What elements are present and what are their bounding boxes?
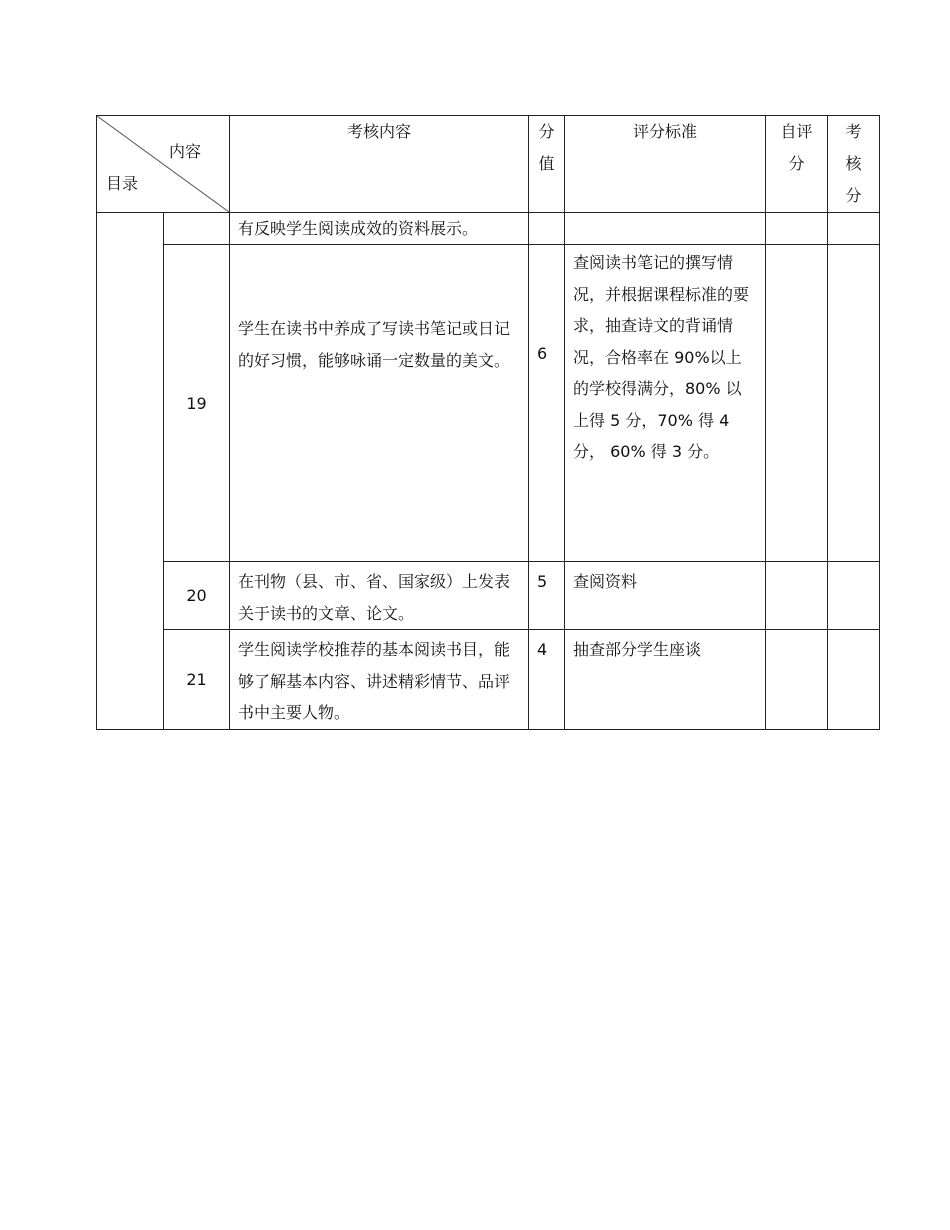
evaluation-table [96,115,880,730]
item-content: 学生阅读学校推荐的基本阅读书目，能够了解基本内容、讲述精彩情节、品评书中主要人物。 [230,630,529,730]
header-points [529,116,565,213]
item-number [164,213,230,245]
header-exam-line: 分 [845,186,862,205]
exam-score-cell [828,245,880,562]
header-self-score [766,116,828,213]
exam-score-cell [828,213,880,245]
item-number: 21 [164,630,230,730]
item-standard: 抽查部分学生座谈 [565,630,766,730]
exam-score-cell [828,630,880,730]
table-row [97,630,880,730]
self-score-cell [766,562,828,630]
header-exam-line: 考 [845,122,862,141]
table-row [97,562,880,630]
item-number: 19 [164,245,230,562]
self-score-cell [766,630,828,730]
header-self-line: 分 [788,154,805,173]
item-standard: 查阅资料 [565,562,766,630]
table-row [97,245,880,562]
item-standard [565,213,766,245]
item-points: 5 [529,562,565,630]
diagonal-header-cell [97,116,230,213]
diag-bottom-label: 目录 [106,174,139,193]
header-points-line: 值 [538,154,555,173]
item-points [529,213,565,245]
header-standard: 评分标准 [565,116,766,213]
category-cell [97,213,164,730]
item-points: 4 [529,630,565,730]
header-row [97,116,880,213]
diag-top-label: 内容 [168,142,201,161]
item-number: 20 [164,562,230,630]
header-self-line: 自评 [780,122,813,141]
item-content: 有反映学生阅读成效的资料展示。 [230,213,529,245]
header-points-line: 分 [538,122,555,141]
header-content: 考核内容 [230,116,529,213]
item-standard: 查阅读书笔记的撰写情况，并根据课程标准的要求，抽查诗文的背诵情况，合格率在 90%以上的学校得满分，80% 以上得 5 分，70% 得 4 分， 60% 得 3 分。 [565,245,766,562]
self-score-cell [766,245,828,562]
exam-score-cell [828,562,880,630]
header-exam-line: 核 [845,154,862,173]
item-content: 在刊物（县、市、省、国家级）上发表关于读书的文章、论文。 [230,562,529,630]
table-row [97,213,880,245]
self-score-cell [766,213,828,245]
item-content: 学生在读书中养成了写读书笔记或日记的好习惯，能够咏诵一定数量的美文。 [230,245,529,562]
header-exam-score [828,116,880,213]
item-points: 6 [529,245,565,562]
